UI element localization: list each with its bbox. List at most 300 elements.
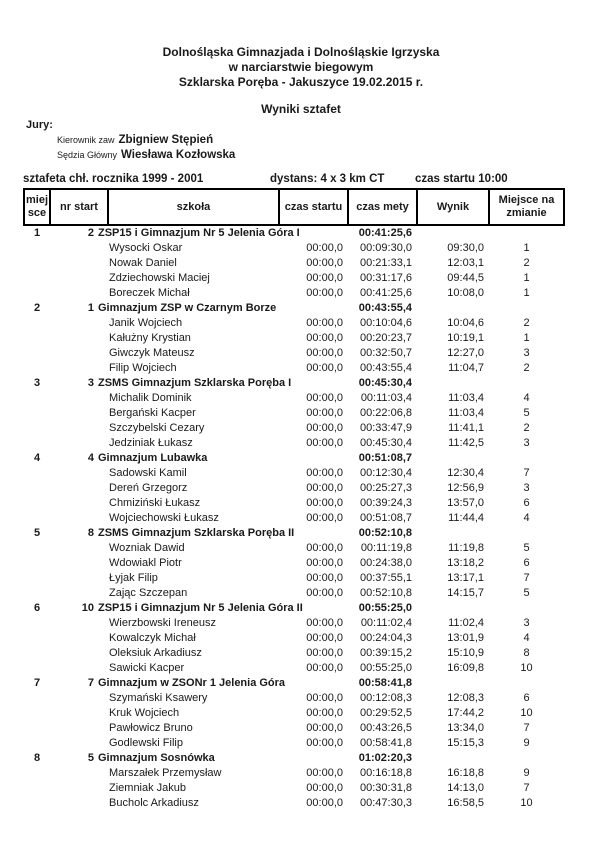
team-start-number: 4 xyxy=(87,451,94,464)
racer-result: 13:57,0 xyxy=(447,496,484,509)
team-school-name: Gimnazjum w ZSONr 1 Jelenia Góra xyxy=(98,676,286,689)
racer-result: 11:02,4 xyxy=(448,616,484,629)
racer-leg-place: 3 xyxy=(523,436,530,449)
racer-start-number-cell xyxy=(50,466,108,481)
team-place: 6 xyxy=(33,601,41,614)
racer-result: 11:42,5 xyxy=(448,436,484,449)
racer-finish-time: 00:47:30,3 xyxy=(360,796,412,809)
racer-leg-place: 10 xyxy=(520,661,533,674)
team-start-and-school xyxy=(50,601,303,616)
racer-row xyxy=(24,706,564,721)
results-table xyxy=(23,188,565,811)
racer-place-cell xyxy=(24,541,50,556)
racer-name: Giwczyk Mateusz xyxy=(109,346,195,359)
racer-name: Wierzbowski Ireneusz xyxy=(109,616,216,629)
racer-row xyxy=(24,781,564,796)
racer-name: Janik Wojciech xyxy=(109,316,183,329)
racer-row xyxy=(24,436,564,451)
team-start-and-school xyxy=(50,376,292,391)
racer-finish-time: 00:21:33,1 xyxy=(360,256,412,269)
racer-start-time: 00:00,0 xyxy=(306,346,343,359)
racer-result: 14:13,0 xyxy=(447,781,484,794)
racer-finish-time: 00:41:25,6 xyxy=(360,286,412,299)
racer-row xyxy=(24,661,564,676)
racer-start-number-cell xyxy=(50,646,108,661)
racer-finish-time: 00:12:08,3 xyxy=(360,691,412,704)
racer-name: Boreczek Michał xyxy=(109,286,190,299)
racer-place-cell xyxy=(24,721,50,736)
racer-place-cell xyxy=(24,406,50,421)
page-subtitle: Wyniki sztafet xyxy=(261,102,341,116)
racer-result: 11:03,4 xyxy=(448,406,484,419)
team-school-name: Gimnazjum Lubawka xyxy=(98,451,208,464)
racer-result: 10:08,0 xyxy=(447,286,484,299)
racer-place-cell xyxy=(24,706,50,721)
racer-start-time: 00:00,0 xyxy=(306,241,343,254)
team-row xyxy=(24,751,564,766)
team-result-cell xyxy=(417,225,489,241)
racer-start-time: 00:00,0 xyxy=(306,436,343,449)
column-header: Wynik xyxy=(417,189,489,225)
racer-place-cell xyxy=(24,316,50,331)
racer-place-cell xyxy=(24,556,50,571)
racer-start-number-cell xyxy=(50,706,108,721)
racer-start-number-cell xyxy=(50,286,108,301)
racer-name: Godlewski Filip xyxy=(109,736,183,749)
racer-start-number-cell xyxy=(50,421,108,436)
racer-place-cell xyxy=(24,391,50,406)
team-row xyxy=(24,601,564,616)
race-start-time: czas startu 10:00 xyxy=(415,173,508,185)
racer-name: Pawłowicz Bruno xyxy=(109,721,193,734)
racer-start-time: 00:00,0 xyxy=(306,556,343,569)
racer-leg-place: 2 xyxy=(523,316,530,329)
racer-start-number-cell xyxy=(50,691,108,706)
team-start-time-cell xyxy=(279,451,348,466)
team-start-number: 10 xyxy=(81,601,94,614)
racer-leg-place: 5 xyxy=(523,406,530,419)
racer-finish-time: 00:11:03,4 xyxy=(360,391,412,404)
racer-start-number-cell xyxy=(50,661,108,676)
jury-member-name: Wiesława Kozłowska xyxy=(121,149,236,161)
racer-row xyxy=(24,346,564,361)
racer-leg-place: 10 xyxy=(520,796,533,809)
team-school-name: ZSMS Gimnazjum Szklarska Poręba I xyxy=(98,376,292,389)
racer-name: Zając Szczepan xyxy=(109,586,188,599)
results-table-body xyxy=(24,225,564,811)
racer-name: Bergański Kacper xyxy=(109,406,196,419)
team-place: 2 xyxy=(33,301,41,314)
racer-start-number-cell xyxy=(50,736,108,751)
column-header: nr start xyxy=(50,189,108,225)
team-total-time: 00:58:41,8 xyxy=(358,676,412,689)
racer-result: 09:30,0 xyxy=(447,241,484,254)
racer-leg-place: 3 xyxy=(523,346,530,359)
racer-leg-place: 7 xyxy=(523,571,530,584)
racer-finish-time: 00:39:15,2 xyxy=(360,646,412,659)
racer-leg-place: 7 xyxy=(523,466,530,479)
racer-start-time: 00:00,0 xyxy=(306,466,343,479)
racer-start-number-cell xyxy=(50,511,108,526)
racer-place-cell xyxy=(24,766,50,781)
racer-leg-place: 5 xyxy=(523,586,530,599)
racer-name: Michalik Dominik xyxy=(109,391,192,404)
racer-start-time: 00:00,0 xyxy=(306,391,343,404)
racer-place-cell xyxy=(24,481,50,496)
team-start-and-school xyxy=(50,451,279,466)
racer-finish-time: 00:24:38,0 xyxy=(360,556,412,569)
team-place: 8 xyxy=(33,751,41,764)
racer-result: 16:09,8 xyxy=(447,661,484,674)
race-info-line xyxy=(23,172,583,186)
racer-row xyxy=(24,616,564,631)
racer-row xyxy=(24,241,564,256)
racer-row xyxy=(24,406,564,421)
team-row xyxy=(24,225,564,241)
racer-leg-place: 3 xyxy=(523,481,530,494)
racer-name: Wysocki Oskar xyxy=(109,241,183,254)
team-start-time-cell xyxy=(279,301,348,316)
team-leg-place-cell xyxy=(489,225,564,241)
racer-row xyxy=(24,541,564,556)
racer-place-cell xyxy=(24,631,50,646)
team-row xyxy=(24,451,564,466)
racer-leg-place: 4 xyxy=(523,631,530,644)
racer-row xyxy=(24,481,564,496)
racer-name: Kruk Wojciech xyxy=(109,706,180,719)
racer-leg-place: 5 xyxy=(523,541,530,554)
team-place: 3 xyxy=(33,376,41,389)
team-leg-place-cell xyxy=(489,451,564,466)
racer-finish-time: 00:22:06,8 xyxy=(360,406,412,419)
racer-result: 15:15,3 xyxy=(447,736,484,749)
racer-leg-place: 4 xyxy=(523,511,530,524)
racer-leg-place: 2 xyxy=(523,361,530,374)
racer-result: 11:03,4 xyxy=(448,391,484,404)
racer-place-cell xyxy=(24,781,50,796)
racer-start-number-cell xyxy=(50,766,108,781)
team-start-and-school xyxy=(50,751,279,766)
team-leg-place-cell xyxy=(489,751,564,766)
racer-start-time: 00:00,0 xyxy=(306,616,343,629)
racer-name: Chmiziński Łukasz xyxy=(109,496,201,509)
racer-leg-place: 6 xyxy=(523,556,530,569)
team-result-cell xyxy=(417,526,489,541)
racer-leg-place: 7 xyxy=(523,721,530,734)
racer-row xyxy=(24,721,564,736)
jury-member xyxy=(57,132,602,147)
racer-result: 11:19,8 xyxy=(448,541,484,554)
racer-start-time: 00:00,0 xyxy=(306,406,343,419)
racer-start-time: 00:00,0 xyxy=(306,286,343,299)
racer-finish-time: 00:11:02,4 xyxy=(360,616,412,629)
racer-row xyxy=(24,466,564,481)
column-header: szkoła xyxy=(108,189,279,225)
racer-row xyxy=(24,796,564,811)
racer-finish-time: 00:24:04,3 xyxy=(360,631,412,644)
team-start-number: 1 xyxy=(87,301,94,314)
racer-start-number-cell xyxy=(50,256,108,271)
racer-start-number-cell xyxy=(50,721,108,736)
racer-row xyxy=(24,766,564,781)
racer-result: 17:44,2 xyxy=(447,706,484,719)
team-start-number: 7 xyxy=(87,676,94,689)
team-school-name: Gimnazjum Sosnówka xyxy=(98,751,215,764)
racer-place-cell xyxy=(24,241,50,256)
team-place: 4 xyxy=(33,451,41,464)
racer-result: 12:27,0 xyxy=(447,346,484,359)
team-row xyxy=(24,526,564,541)
document-title xyxy=(0,45,602,90)
jury-list xyxy=(57,132,602,162)
team-start-number: 5 xyxy=(87,751,94,764)
racer-finish-time: 00:32:50,7 xyxy=(360,346,412,359)
racer-finish-time: 00:29:52,5 xyxy=(360,706,412,719)
racer-start-time: 00:00,0 xyxy=(306,361,343,374)
racer-result: 13:17,1 xyxy=(447,571,484,584)
racer-row xyxy=(24,331,564,346)
racer-name: Nowak Daniel xyxy=(109,256,177,269)
column-header: miej sce xyxy=(24,189,50,225)
racer-start-time: 00:00,0 xyxy=(306,541,343,554)
racer-leg-place: 1 xyxy=(523,331,530,344)
racer-leg-place: 10 xyxy=(520,706,533,719)
racer-row xyxy=(24,421,564,436)
racer-start-number-cell xyxy=(50,271,108,286)
racer-place-cell xyxy=(24,691,50,706)
racer-result: 16:58,5 xyxy=(447,796,484,809)
team-start-and-school xyxy=(50,225,300,241)
racer-result: 16:18,8 xyxy=(447,766,484,779)
racer-start-number-cell xyxy=(50,406,108,421)
team-start-and-school xyxy=(50,526,295,541)
column-header: czas mety xyxy=(348,189,417,225)
racer-start-time: 00:00,0 xyxy=(306,331,343,344)
racer-result: 12:56,9 xyxy=(447,481,484,494)
racer-start-number-cell xyxy=(50,556,108,571)
racer-name: Ziemniak Jakub xyxy=(109,781,187,794)
racer-row xyxy=(24,511,564,526)
racer-name: Bucholc Arkadiusz xyxy=(109,796,199,809)
racer-start-time: 00:00,0 xyxy=(306,691,343,704)
jury-member xyxy=(57,147,602,162)
racer-finish-time: 00:58:41,8 xyxy=(360,736,412,749)
title-line-2: w narciarstwie biegowym xyxy=(228,60,374,74)
racer-start-number-cell xyxy=(50,541,108,556)
racer-leg-place: 7 xyxy=(523,781,530,794)
racer-name: Kowalczyk Michał xyxy=(109,631,196,644)
racer-start-time: 00:00,0 xyxy=(306,781,343,794)
racer-name: Filip Wojciech xyxy=(109,361,177,374)
column-header: Miejsce na zmianie xyxy=(489,189,564,225)
racer-finish-time: 00:52:10,8 xyxy=(360,586,412,599)
racer-place-cell xyxy=(24,511,50,526)
team-result-cell xyxy=(417,301,489,316)
racer-place-cell xyxy=(24,796,50,811)
team-place: 7 xyxy=(33,676,41,689)
racer-result: 12:08,3 xyxy=(447,691,484,704)
team-start-number: 2 xyxy=(87,227,94,239)
racer-start-number-cell xyxy=(50,796,108,811)
racer-result: 13:18,2 xyxy=(447,556,484,569)
racer-place-cell xyxy=(24,436,50,451)
table-header-row xyxy=(24,189,564,225)
racer-finish-time: 00:55:25,0 xyxy=(360,661,412,674)
racer-leg-place: 9 xyxy=(523,736,530,749)
racer-leg-place: 1 xyxy=(523,241,530,254)
racer-leg-place: 6 xyxy=(523,691,530,704)
team-row xyxy=(24,676,564,691)
racer-result: 09:44,5 xyxy=(447,271,484,284)
team-result-cell xyxy=(417,751,489,766)
racer-row xyxy=(24,316,564,331)
racer-row xyxy=(24,736,564,751)
racer-leg-place: 1 xyxy=(523,271,530,284)
racer-name: Łyjak Filip xyxy=(109,571,158,584)
racer-finish-time: 00:33:47,9 xyxy=(360,421,412,434)
team-leg-place-cell xyxy=(489,301,564,316)
racer-leg-place: 1 xyxy=(523,286,530,299)
racer-place-cell xyxy=(24,616,50,631)
team-result-cell xyxy=(417,376,489,391)
team-result-cell xyxy=(417,451,489,466)
racer-finish-time: 00:11:19,8 xyxy=(360,541,412,554)
racer-row xyxy=(24,391,564,406)
jury-label: Jury: xyxy=(26,119,53,131)
team-start-time-cell xyxy=(279,676,348,691)
racer-start-number-cell xyxy=(50,616,108,631)
team-place: 1 xyxy=(33,227,41,239)
racer-place-cell xyxy=(24,256,50,271)
racer-start-time: 00:00,0 xyxy=(306,736,343,749)
racer-name: Oleksiuk Arkadiusz xyxy=(109,646,202,659)
racer-name: Szymański Ksawery xyxy=(109,691,208,704)
racer-finish-time: 00:43:26,5 xyxy=(360,721,412,734)
racer-result: 13:01,9 xyxy=(447,631,484,644)
racer-start-number-cell xyxy=(50,346,108,361)
team-result-cell xyxy=(417,601,489,616)
team-leg-place-cell xyxy=(489,376,564,391)
racer-start-time: 00:00,0 xyxy=(306,256,343,269)
jury-role-label: Kierownik zaw xyxy=(57,135,115,145)
title-line-3: Szklarska Poręba - Jakuszyce 19.02.2015 r. xyxy=(178,75,424,89)
racer-start-time: 00:00,0 xyxy=(306,766,343,779)
racer-place-cell xyxy=(24,331,50,346)
racer-finish-time: 00:51:08,7 xyxy=(360,511,412,524)
racer-place-cell xyxy=(24,346,50,361)
column-header: czas startu xyxy=(279,189,348,225)
racer-place-cell xyxy=(24,586,50,601)
racer-start-number-cell xyxy=(50,781,108,796)
racer-result: 11:44,4 xyxy=(448,511,484,524)
racer-result: 14:15,7 xyxy=(447,586,484,599)
racer-place-cell xyxy=(24,646,50,661)
racer-start-number-cell xyxy=(50,316,108,331)
team-total-time: 00:43:55,4 xyxy=(358,301,412,314)
racer-leg-place: 8 xyxy=(523,646,530,659)
team-total-time: 00:41:25,6 xyxy=(358,227,412,239)
racer-start-time: 00:00,0 xyxy=(306,511,343,524)
racer-place-cell xyxy=(24,736,50,751)
racer-result: 15:10,9 xyxy=(447,646,484,659)
racer-row xyxy=(24,271,564,286)
racer-finish-time: 00:12:30,4 xyxy=(360,466,412,479)
team-total-time: 00:52:10,8 xyxy=(358,526,412,539)
racer-start-number-cell xyxy=(50,241,108,256)
team-total-time: 00:51:08,7 xyxy=(358,451,412,464)
racer-start-time: 00:00,0 xyxy=(306,316,343,329)
racer-place-cell xyxy=(24,421,50,436)
racer-row xyxy=(24,496,564,511)
racer-leg-place: 6 xyxy=(523,496,530,509)
racer-result: 12:03,1 xyxy=(447,256,484,269)
racer-start-time: 00:00,0 xyxy=(306,661,343,674)
team-result-cell xyxy=(417,676,489,691)
team-total-time: 00:55:25,0 xyxy=(358,601,412,614)
racer-start-time: 00:00,0 xyxy=(306,496,343,509)
racer-start-time: 00:00,0 xyxy=(306,631,343,644)
team-start-number: 8 xyxy=(87,526,94,539)
team-place: 5 xyxy=(33,526,41,539)
team-school-name: Gimnazjum ZSP w Czarnym Borze xyxy=(98,301,277,314)
racer-leg-place: 4 xyxy=(523,391,530,404)
racer-start-number-cell xyxy=(50,496,108,511)
racer-name: Jedziniak Łukasz xyxy=(109,436,193,449)
racer-place-cell xyxy=(24,271,50,286)
team-row xyxy=(24,376,564,391)
racer-start-number-cell xyxy=(50,571,108,586)
racer-name: Kałużny Krystian xyxy=(109,331,191,344)
racer-name: Wojciechowski Łukasz xyxy=(109,511,219,524)
racer-start-number-cell xyxy=(50,586,108,601)
racer-name: Wozniak Dawid xyxy=(109,541,185,554)
racer-start-time: 00:00,0 xyxy=(306,481,343,494)
racer-start-number-cell xyxy=(50,331,108,346)
race-category: sztafeta chł. rocznika 1999 - 2001 xyxy=(23,173,204,185)
team-start-number: 3 xyxy=(87,376,94,389)
racer-place-cell xyxy=(24,466,50,481)
racer-row xyxy=(24,646,564,661)
racer-finish-time: 00:37:55,1 xyxy=(360,571,412,584)
racer-name: Dereń Grzegorz xyxy=(109,481,188,494)
racer-result: 11:41,1 xyxy=(448,421,484,434)
racer-start-number-cell xyxy=(50,481,108,496)
racer-finish-time: 00:20:23,7 xyxy=(360,331,412,344)
racer-name: Marszałek Przemysław xyxy=(109,766,222,779)
racer-result: 12:30,4 xyxy=(447,466,484,479)
racer-leg-place: 2 xyxy=(523,421,530,434)
racer-place-cell xyxy=(24,496,50,511)
racer-finish-time: 00:43:55,4 xyxy=(360,361,412,374)
racer-name: Sawicki Kacper xyxy=(109,661,185,674)
racer-start-number-cell xyxy=(50,361,108,376)
racer-row xyxy=(24,256,564,271)
racer-finish-time: 00:45:30,4 xyxy=(360,436,412,449)
racer-name: Sadowski Kamil xyxy=(109,466,187,479)
team-start-time-cell xyxy=(279,751,348,766)
racer-name: Wdowiakl Piotr xyxy=(109,556,182,569)
racer-result: 13:34,0 xyxy=(447,721,484,734)
team-total-time: 01:02:20,3 xyxy=(358,751,412,764)
racer-place-cell xyxy=(24,661,50,676)
racer-finish-time: 00:09:30,0 xyxy=(360,241,412,254)
jury-member-name: Zbigniew Stępień xyxy=(118,134,214,146)
racer-start-time: 00:00,0 xyxy=(306,421,343,434)
team-leg-place-cell xyxy=(489,526,564,541)
racer-result: 10:19,1 xyxy=(447,331,484,344)
racer-start-time: 00:00,0 xyxy=(306,271,343,284)
racer-start-time: 00:00,0 xyxy=(306,796,343,809)
